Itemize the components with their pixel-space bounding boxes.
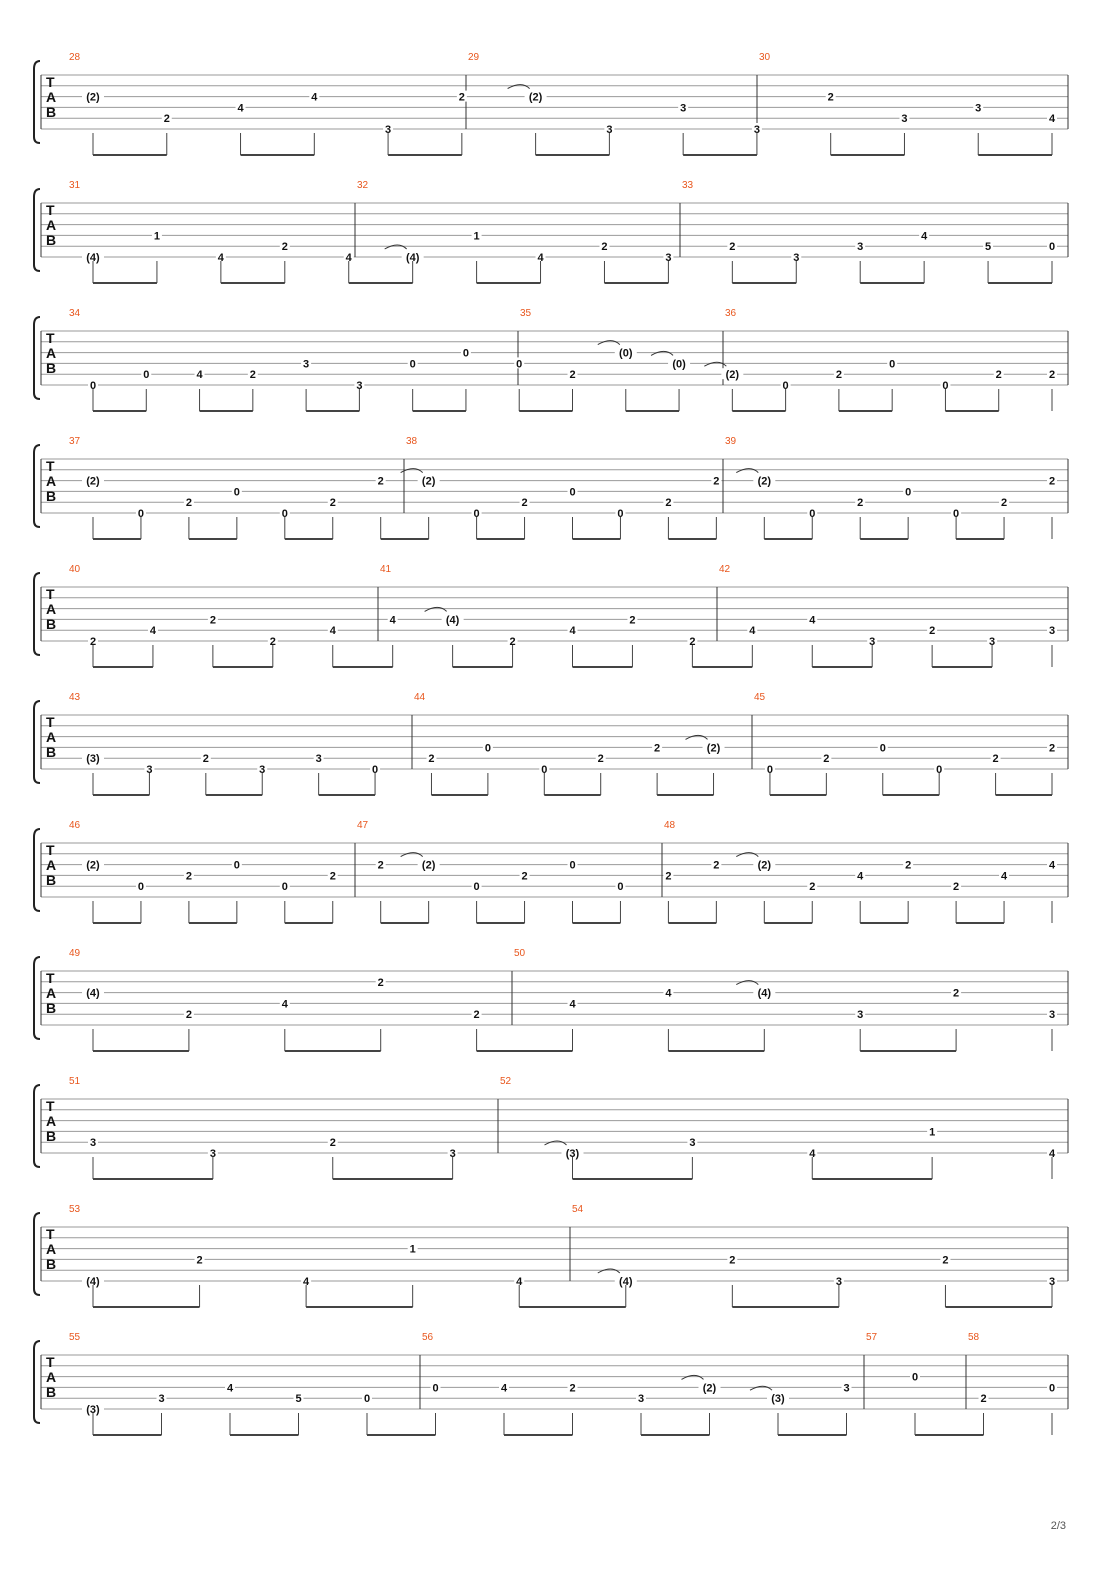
tie-arc — [750, 1386, 772, 1390]
fret-number: 4 — [1048, 859, 1056, 872]
fret-number: 2 — [689, 636, 696, 648]
measure-number: 30 — [759, 52, 771, 63]
tab-clef-letter: A — [46, 729, 57, 745]
fret-number: 0 — [617, 881, 624, 894]
fret-number: (3) — [86, 1404, 100, 1416]
fret-number: 2 — [992, 753, 999, 766]
fret-number: 2 — [601, 241, 608, 254]
fret-number: (2) — [86, 475, 100, 488]
fret-number: 2 — [185, 1009, 192, 1022]
tab-clef-letter: T — [46, 714, 55, 730]
page-number: 2/3 — [1050, 1520, 1066, 1532]
measure-number: 42 — [719, 564, 731, 575]
fret-number: 4 — [389, 614, 396, 627]
fret-number: (3) — [771, 1393, 785, 1406]
fret-number: 0 — [953, 508, 960, 520]
fret-number: 3 — [989, 636, 996, 648]
tab-clef-letter: T — [46, 330, 55, 346]
fret-number: 3 — [843, 1382, 850, 1395]
fret-number: 0 — [89, 380, 97, 392]
fret-number: 3 — [975, 102, 982, 115]
fret-number: 3 — [315, 753, 322, 766]
tab-clef-letter: T — [46, 970, 55, 986]
fret-number: 3 — [680, 102, 687, 115]
fret-number: 2 — [980, 1393, 987, 1406]
fret-number: 2 — [665, 497, 672, 510]
fret-number: (2) — [757, 475, 772, 488]
fret-number: (2) — [757, 859, 772, 872]
fret-number: 2 — [89, 636, 97, 648]
fret-number: 4 — [226, 1382, 234, 1395]
tab-clef-letter: A — [46, 601, 57, 617]
fret-number: 3 — [303, 358, 310, 371]
tab-clef-letter: T — [46, 586, 55, 602]
fret-number: 4 — [809, 1148, 816, 1160]
fret-number: 0 — [233, 859, 240, 872]
tie-arc — [736, 853, 758, 857]
fret-number: 2 — [1048, 369, 1056, 382]
fret-number: 4 — [1000, 870, 1008, 883]
tab-system — [34, 1204, 1068, 1307]
fret-number: 0 — [137, 508, 145, 520]
system-bracket — [34, 317, 40, 399]
fret-number: 0 — [432, 1382, 439, 1395]
fret-number: 0 — [889, 358, 896, 371]
fret-number: (2) — [86, 91, 100, 104]
fret-number: 4 — [237, 102, 244, 115]
fret-number: 4 — [149, 625, 156, 638]
measure-number: 48 — [664, 820, 676, 831]
fret-number: 0 — [1048, 241, 1056, 254]
fret-number: 2 — [665, 870, 672, 883]
tie-arc — [545, 1141, 567, 1145]
tie-arc — [425, 607, 447, 611]
measure-number: 58 — [968, 1332, 980, 1343]
fret-number: 0 — [809, 508, 816, 520]
fret-number: 3 — [665, 252, 672, 264]
fret-number: 2 — [509, 636, 516, 648]
fret-number: 0 — [143, 369, 150, 382]
fret-number: 3 — [857, 1009, 864, 1022]
fret-number: (4) — [619, 1276, 633, 1288]
fret-number: 4 — [537, 252, 544, 264]
fret-number: (4) — [86, 252, 100, 264]
fret-number: 2 — [713, 859, 720, 872]
tab-system — [34, 948, 1068, 1051]
fret-number: 4 — [311, 91, 318, 104]
fret-number: 2 — [569, 1382, 576, 1395]
fret-number: 2 — [329, 1137, 336, 1150]
fret-number: 4 — [516, 1276, 523, 1288]
tab-clef-letter: B — [46, 104, 57, 120]
fret-number: 2 — [377, 976, 384, 989]
fret-number: 3 — [753, 124, 760, 136]
system-bracket — [34, 1341, 40, 1423]
fret-number: 0 — [936, 764, 943, 776]
tie-arc — [682, 1375, 704, 1379]
fret-number: 2 — [185, 497, 192, 510]
fret-number: 0 — [281, 881, 288, 894]
measure-number: 38 — [406, 436, 418, 447]
fret-number: 0 — [233, 486, 240, 499]
measure-number: 31 — [69, 180, 81, 191]
measure-number: 40 — [69, 564, 81, 575]
fret-number: 3 — [606, 124, 613, 136]
measure-number: 39 — [725, 436, 737, 447]
system-bracket — [34, 957, 40, 1039]
fret-number: (2) — [421, 859, 436, 872]
tab-clef-letter: T — [46, 74, 55, 90]
fret-number: (4) — [445, 614, 460, 627]
fret-number: 2 — [729, 241, 736, 254]
tab-clef-letter: A — [46, 1113, 57, 1129]
fret-number: 0 — [879, 742, 886, 755]
fret-number: 2 — [942, 1254, 949, 1267]
measure-number: 49 — [69, 948, 81, 959]
fret-number: 2 — [905, 859, 912, 872]
fret-number: 3 — [158, 1393, 165, 1406]
fret-number: 2 — [249, 369, 256, 382]
measure-number: 54 — [572, 1204, 584, 1215]
fret-number: 2 — [569, 369, 576, 382]
tab-clef-letter: A — [46, 345, 57, 361]
fret-number: 2 — [521, 497, 528, 510]
tab-clef-letter: B — [46, 360, 57, 376]
fret-number: 4 — [809, 614, 816, 627]
fret-number: 0 — [473, 881, 480, 894]
fret-number: 0 — [137, 881, 145, 894]
fret-number: 5 — [985, 241, 992, 254]
fret-number: 3 — [449, 1148, 456, 1160]
fret-number: 0 — [782, 380, 789, 392]
tab-clef-letter: B — [46, 872, 57, 888]
measure-number: 36 — [725, 308, 737, 319]
fret-number: 2 — [929, 625, 936, 638]
tab-system — [34, 436, 1068, 539]
fret-number: 2 — [809, 881, 816, 894]
fret-number: 2 — [209, 614, 216, 627]
fret-number: 0 — [371, 764, 379, 776]
tab-system — [34, 308, 1068, 411]
fret-number: 4 — [329, 625, 336, 638]
system-bracket — [34, 445, 40, 527]
fret-number: 3 — [146, 764, 153, 776]
measure-number: 46 — [69, 820, 81, 831]
fret-number: 3 — [835, 1276, 842, 1288]
fret-number: 2 — [185, 870, 192, 883]
fret-number: 4 — [1048, 113, 1056, 126]
tab-clef-letter: A — [46, 89, 57, 105]
fret-number: 2 — [1048, 475, 1056, 488]
tie-arc — [598, 341, 620, 345]
fret-number: 2 — [654, 742, 661, 755]
tab-clef-letter: A — [46, 1241, 57, 1257]
system-bracket — [34, 61, 40, 143]
fret-number: (4) — [86, 987, 100, 1000]
fret-number: 3 — [1048, 1276, 1056, 1288]
tab-system — [34, 1076, 1068, 1179]
measure-number: 41 — [380, 564, 392, 575]
tab-clef-letter: B — [46, 1000, 57, 1016]
fret-number: 2 — [269, 636, 276, 648]
fret-number: 3 — [356, 380, 363, 392]
fret-number: 2 — [597, 753, 604, 766]
fret-number: 0 — [484, 742, 491, 755]
fret-number: 0 — [516, 358, 523, 371]
fret-number: 3 — [793, 252, 800, 264]
fret-number: (3) — [565, 1148, 580, 1160]
fret-number: 4 — [196, 369, 203, 382]
measure-number: 47 — [357, 820, 369, 831]
fret-number: 2 — [823, 753, 830, 766]
fret-number: 4 — [921, 230, 928, 243]
tab-clef-letter: A — [46, 217, 57, 233]
system-bracket — [34, 1213, 40, 1295]
measure-number: 57 — [866, 1332, 878, 1343]
fret-number: 2 — [163, 113, 170, 126]
fret-number: 3 — [385, 124, 392, 136]
tab-clef-letter: T — [46, 1098, 55, 1114]
fret-number: 0 — [1048, 1382, 1056, 1395]
measure-number: 43 — [69, 692, 81, 703]
tab-system — [34, 692, 1068, 795]
measure-number: 55 — [69, 1332, 81, 1343]
fret-number: 2 — [202, 753, 209, 766]
fret-number: 3 — [1048, 625, 1056, 638]
system-bracket — [34, 573, 40, 655]
fret-number: 2 — [377, 475, 384, 488]
fret-number: 1 — [153, 230, 160, 243]
measure-number: 33 — [682, 180, 694, 191]
tie-arc — [651, 351, 673, 355]
fret-number: 4 — [281, 998, 288, 1011]
measure-number: 28 — [69, 52, 81, 63]
measure-number: 50 — [514, 948, 526, 959]
fret-number: 2 — [835, 369, 842, 382]
tab-clef-letter: B — [46, 616, 57, 632]
fret-number: 2 — [1000, 497, 1008, 510]
tie-arc — [508, 85, 530, 89]
fret-number: (2) — [706, 742, 721, 755]
tab-clef-letter: T — [46, 842, 55, 858]
fret-number: 4 — [749, 625, 756, 638]
fret-number: 4 — [345, 252, 352, 264]
fret-number: (2) — [86, 859, 100, 872]
system-bracket — [34, 701, 40, 783]
fret-number: 0 — [569, 859, 576, 872]
tab-system — [34, 180, 1068, 283]
fret-number: 2 — [827, 91, 834, 104]
measure-number: 44 — [414, 692, 426, 703]
fret-number: 3 — [259, 764, 266, 776]
tab-clef-letter: B — [46, 1128, 57, 1144]
fret-number: 4 — [1048, 1148, 1056, 1160]
fret-number: 0 — [617, 508, 624, 520]
fret-number: 3 — [209, 1148, 216, 1160]
tab-clef-letter: A — [46, 1369, 57, 1385]
system-bracket — [34, 829, 40, 911]
tab-system — [34, 1332, 1068, 1435]
fret-number: 2 — [196, 1254, 203, 1267]
measure-number: 53 — [69, 1204, 81, 1215]
measure-number: 34 — [69, 308, 81, 319]
fret-number: 2 — [473, 1009, 480, 1022]
fret-number: (2) — [528, 91, 543, 104]
fret-number: 2 — [995, 369, 1002, 382]
fret-number: 2 — [953, 987, 960, 1000]
fret-number: 2 — [521, 870, 528, 883]
fret-number: 0 — [462, 347, 470, 360]
tie-arc — [736, 981, 758, 985]
fret-number: 4 — [217, 252, 224, 264]
tab-system — [34, 52, 1068, 155]
tab-clef-letter: A — [46, 985, 57, 1001]
fret-number: 3 — [869, 636, 876, 648]
tab-clef-letter: T — [46, 458, 55, 474]
fret-number: 0 — [905, 486, 912, 499]
fret-number: 4 — [857, 870, 864, 883]
fret-number: 0 — [541, 764, 548, 776]
system-bracket — [34, 189, 40, 271]
fret-number: 3 — [637, 1393, 645, 1406]
fret-number: 2 — [729, 1254, 736, 1267]
tab-clef-letter: B — [46, 232, 57, 248]
fret-number: 0 — [281, 508, 288, 520]
measure-number: 45 — [754, 692, 766, 703]
fret-number: 1 — [409, 1243, 416, 1256]
tab-clef-letter: B — [46, 1256, 57, 1272]
fret-number: 4 — [500, 1382, 508, 1395]
fret-number: 0 — [409, 358, 416, 371]
tab-clef-letter: B — [46, 488, 57, 504]
measure-number: 32 — [357, 180, 369, 191]
tab-clef-letter: A — [46, 473, 57, 489]
tie-arc — [401, 853, 423, 857]
tie-arc — [736, 469, 758, 473]
fret-number: 2 — [953, 881, 960, 894]
fret-number: (0) — [619, 347, 633, 360]
fret-number: 2 — [377, 859, 384, 872]
tab-clef-letter: T — [46, 1354, 55, 1370]
tab-clef-letter: B — [46, 1384, 57, 1400]
fret-number: 2 — [428, 753, 435, 766]
fret-number: 3 — [689, 1137, 696, 1150]
fret-number: 0 — [473, 508, 480, 520]
measure-number: 37 — [69, 436, 81, 447]
fret-number: 2 — [713, 475, 720, 488]
fret-number: 2 — [629, 614, 636, 627]
tie-arc — [686, 735, 708, 739]
fret-number: 0 — [766, 764, 774, 776]
fret-number: 1 — [929, 1126, 936, 1139]
fret-number: 4 — [569, 998, 576, 1011]
measure-number: 56 — [422, 1332, 434, 1343]
fret-number: 2 — [329, 497, 336, 510]
fret-number: 4 — [665, 987, 672, 1000]
tab-system — [34, 564, 1068, 667]
fret-number: 0 — [942, 380, 949, 392]
measure-number: 52 — [500, 1076, 512, 1087]
measure-number: 35 — [520, 308, 532, 319]
fret-number: 4 — [569, 625, 576, 638]
tab-clef-letter: B — [46, 744, 57, 760]
fret-number: 3 — [89, 1137, 97, 1150]
tie-arc — [385, 245, 407, 249]
fret-number: (2) — [421, 475, 436, 488]
fret-number: 5 — [295, 1393, 302, 1406]
fret-number: (4) — [86, 1276, 100, 1288]
fret-number: 0 — [363, 1393, 371, 1406]
fret-number: 4 — [303, 1276, 310, 1288]
tie-arc — [598, 1269, 620, 1273]
fret-number: (2) — [702, 1382, 717, 1395]
system-bracket — [34, 1085, 40, 1167]
fret-number: 2 — [329, 870, 336, 883]
fret-number: 1 — [473, 230, 480, 243]
measure-number: 29 — [468, 52, 480, 63]
measure-number: 51 — [69, 1076, 81, 1087]
fret-number: 2 — [857, 497, 864, 510]
tab-clef-letter: A — [46, 857, 57, 873]
tab-clef-letter: T — [46, 202, 55, 218]
fret-number: 0 — [569, 486, 576, 499]
fret-number: 2 — [458, 91, 465, 104]
fret-number: 3 — [1048, 1009, 1056, 1022]
fret-number: (4) — [405, 252, 420, 264]
fret-number: 2 — [1048, 742, 1056, 755]
fret-number: (4) — [757, 987, 772, 1000]
fret-number: 3 — [857, 241, 864, 254]
fret-number: 0 — [911, 1371, 919, 1384]
fret-number: 2 — [281, 241, 288, 254]
tab-clef-letter: T — [46, 1226, 55, 1242]
tab-system — [34, 820, 1068, 923]
fret-number: (3) — [86, 753, 100, 766]
fret-number: (0) — [672, 358, 686, 371]
fret-number: 3 — [901, 113, 908, 126]
fret-number: (2) — [725, 369, 740, 382]
